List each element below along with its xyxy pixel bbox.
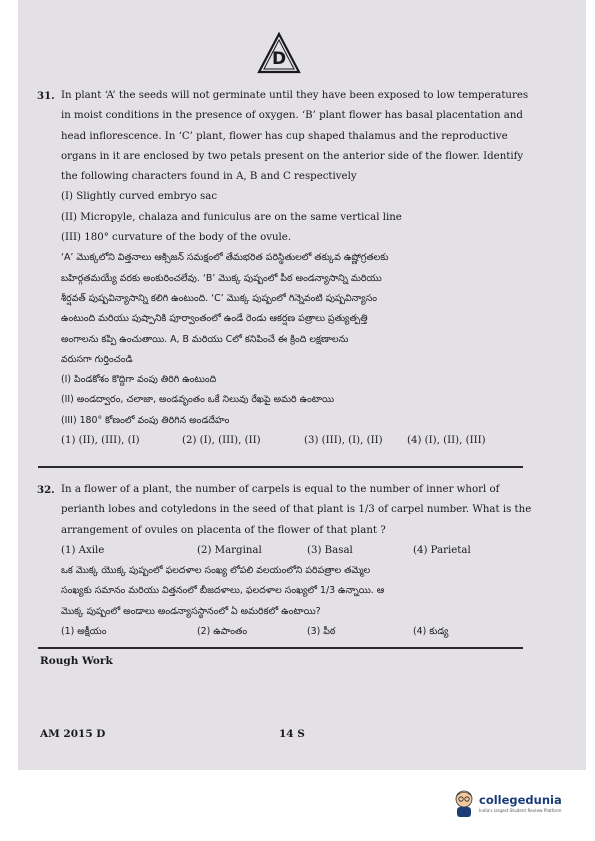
telugu-question-line: అంగాలను కప్పి ఉంచుతాయి. A, B మరియు Cలో కనిపించే ఈ క్రింది లక్షణాలను	[61, 333, 349, 345]
question-line: perianth lobes and cotyledons in the seed of that plant is 1/3 of carpel number. What is the	[61, 504, 532, 516]
question-number: 32.	[37, 484, 55, 496]
set-code-badge	[257, 32, 301, 74]
question-line: head inflorescence. In ‘C’ plant, flower has cup shaped thalamus and the reproductive	[61, 130, 508, 142]
telugu-statement-item: (III) 180° కోణంలో వంపు తిరిగిన అండదేహం	[61, 414, 230, 426]
option-4[interactable]: (4) (I), (II), (III)	[407, 435, 486, 447]
question-32	[37, 480, 532, 642]
option-2[interactable]: (2) ఉపాంతం	[197, 626, 248, 638]
telugu-question-line: ‘A’ మొక్కలోని విత్తనాలు ఆక్సిజన్ సమక్షంలో తేమభరిత పరిస్థితులలో తక్కువ ఉష్ణోగ్రతలకు	[61, 252, 389, 264]
rough-work-divider	[38, 647, 523, 649]
option-1[interactable]: (1) Axile	[61, 544, 105, 556]
option-3[interactable]: (3) పీఠ	[307, 626, 336, 638]
telugu-statement-item: (I) పిండకోశం కొద్దిగా వంపు తిరిగి ఉంటుంది	[61, 374, 217, 386]
mascot-icon	[452, 788, 476, 818]
brand-tagline: India's largest Student Review Platform	[479, 808, 562, 813]
telugu-answer-options	[61, 622, 531, 642]
statement-item: (II) Micropyle, chalaza and funiculus are on the same vertical line	[61, 211, 402, 223]
option-1[interactable]: (1) అక్షీయం	[61, 626, 107, 638]
option-4[interactable]: (4) కుడ్య	[413, 626, 449, 638]
statement-item: (III) 180° curvature of the body of the ovule.	[61, 232, 292, 244]
set-code-letter: D	[271, 49, 287, 69]
statement-item: (I) Slightly curved embryo sac	[61, 191, 218, 203]
option-1[interactable]: (1) (II), (III), (I)	[61, 435, 140, 447]
telugu-question-line: బహిర్గతమయ్యే వరకు అంకురించలేవు. ‘B’ మొక్క పుష్పంలో పీఠ అండన్యాసాన్ని మరియు	[61, 272, 382, 284]
telugu-question-line: వరుసగా గుర్తించండి	[61, 353, 133, 365]
telugu-statement-item: (II) అండద్వారం, చలాజా, అండవృంతం ఒకే నిలువు రేఖపై అమరి ఉంటాయి	[61, 394, 335, 406]
question-line: organs in it are enclosed by two petals present on the anterior side of the flower. Identify	[61, 150, 524, 162]
answer-options	[61, 431, 531, 451]
question-line: In a flower of a plant, the number of carpels is equal to the number of inner whorl of	[61, 484, 500, 495]
question-divider	[38, 466, 523, 468]
option-2[interactable]: (2) Marginal	[197, 544, 262, 556]
question-31	[37, 86, 531, 451]
page-number: 14 S	[279, 728, 305, 740]
rough-work-label: Rough Work	[40, 655, 113, 667]
brand-name: collegedunia	[479, 793, 562, 807]
question-line: in moist conditions in the presence of oxygen. ‘B’ plant flower has basal placentation and	[61, 110, 523, 122]
question-number: 31.	[37, 90, 55, 102]
answer-options	[61, 541, 531, 561]
brand-logo	[452, 788, 562, 818]
paper-code: AM 2015 D	[40, 728, 106, 740]
question-line: the following characters found in A, B and C respectively	[61, 171, 357, 183]
telugu-question-line: ఉంటుంది మరియు పుష్పానికి పూర్వాంతంలో ఉండే రెండు ఆకర్షణ పత్రాలు ప్రత్యుత్పత్తి	[61, 313, 368, 325]
telugu-question-line: శీర్షవత్ పుష్పవిన్యాసాన్ని కలిగి ఉంటుంది. ‘C’ మొక్క పుష్పంలో గిన్నెవంటి పుష్పవిన్యాసం	[61, 292, 378, 304]
telugu-question-line: సంఖ్యకు సమానం మరియు విత్తనంలో బీజదళాలు, ఫలదళాల సంఖ్యలో 1/3 ఉన్నాయి. ఆ	[61, 585, 385, 597]
option-2[interactable]: (2) (I), (III), (II)	[182, 435, 261, 447]
question-line: arrangement of ovules on placenta of the flower of that plant ?	[61, 524, 386, 536]
option-3[interactable]: (3) Basal	[307, 544, 353, 556]
question-line: In plant ‘A’ the seeds will not germinate until they have been exposed to low temperatures	[61, 90, 529, 101]
option-4[interactable]: (4) Parietal	[413, 544, 471, 556]
option-3[interactable]: (3) (III), (I), (II)	[304, 435, 383, 447]
telugu-question-line: మొక్క పుష్పంలో అండాలు అండన్యాసస్థానంలో ఏ అమరికలో ఉంటాయి?	[61, 605, 321, 617]
telugu-question-line: ఒక మొక్క యొక్క పుష్పంలో ఫలదళాల సంఖ్య లోపలి వలయంలోని పరిపత్రాల తమ్మెల	[61, 565, 371, 577]
